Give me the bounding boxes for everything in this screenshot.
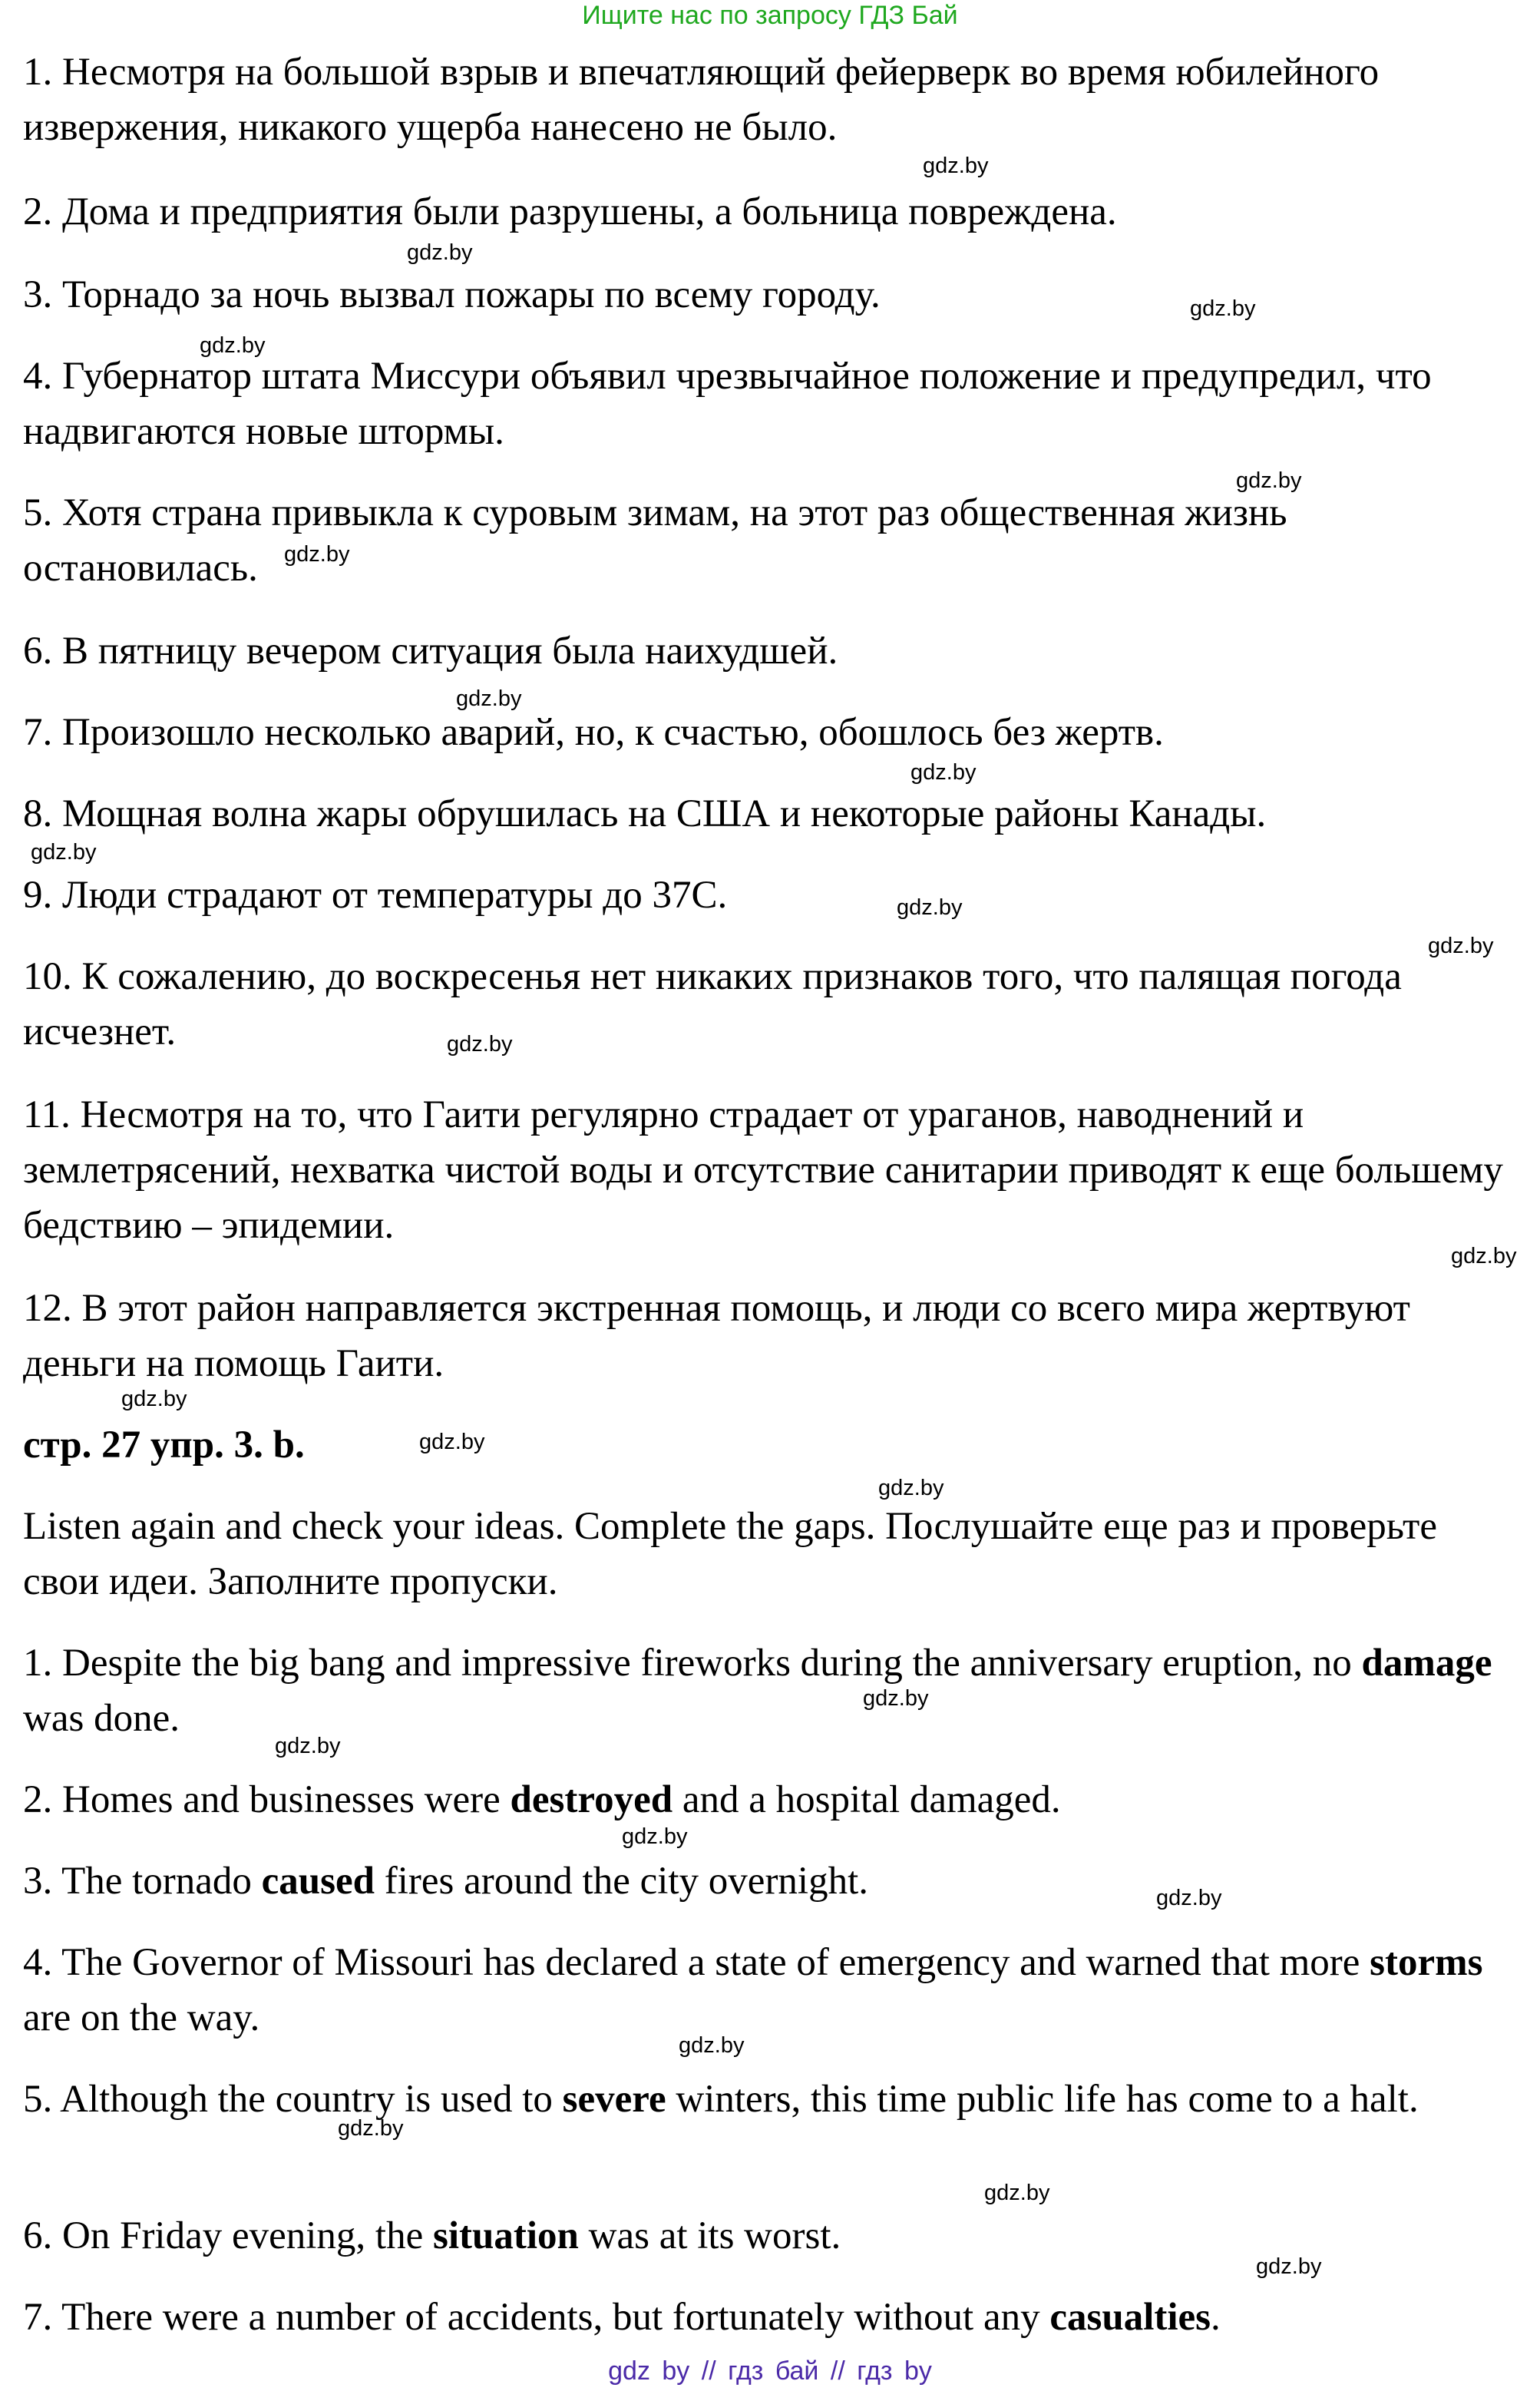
watermark: gdz.by bbox=[1190, 296, 1256, 321]
answer-word: destroyed bbox=[510, 1778, 673, 1821]
answer-word: storms bbox=[1370, 1941, 1483, 1984]
watermark: gdz.by bbox=[1451, 1244, 1517, 1268]
en-item-text: winters, this time public life has come to a halt. bbox=[666, 2078, 1419, 2121]
answer-word: damage bbox=[1361, 1642, 1492, 1685]
watermark: gdz.by bbox=[622, 1824, 688, 1849]
ru-item-6: 6. В пятницу вечером ситуация была наихудшей. bbox=[23, 630, 838, 673]
watermark: gdz.by bbox=[1236, 468, 1302, 493]
watermark: gdz.by bbox=[275, 1734, 341, 1758]
exercise-instruction: Listen again and check your ideas. Complete the gaps. Послушайте еще раз и проверьте свои идеи. Заполните пропуски. bbox=[23, 1505, 1437, 1603]
en-item-5 bbox=[23, 2072, 1520, 2127]
footer-links[interactable]: gdz by // гдз бай // гдз by bbox=[608, 2356, 932, 2386]
watermark: gdz.by bbox=[1256, 2254, 1322, 2279]
site-banner[interactable]: Ищите нас по запросу ГДЗ Бай bbox=[582, 1, 958, 30]
watermark: gdz.by bbox=[1428, 934, 1494, 958]
ru-item-12: 12. В этот район направляется экстренная помощь, и люди со всего мира жертвуют деньги на помощь Гаити. bbox=[23, 1287, 1410, 1385]
watermark: gdz.by bbox=[338, 2116, 404, 2141]
ru-item-5: 5. Хотя страна привыкла к суровым зимам, на этот раз общественная жизнь остановилась. bbox=[23, 491, 1287, 590]
watermark: gdz.by bbox=[679, 2033, 745, 2058]
en-item-text: . bbox=[1211, 2296, 1221, 2339]
watermark: gdz.by bbox=[910, 760, 977, 785]
ru-item-10: 10. К сожалению, до воскресенья нет никаких признаков того, что палящая погода исчезнет. bbox=[23, 955, 1402, 1053]
watermark: gdz.by bbox=[407, 240, 473, 265]
en-item-text: was done. bbox=[23, 1697, 180, 1740]
ru-item-3: 3. Торнадо за ночь вызвал пожары по всему городу. bbox=[23, 273, 881, 316]
watermark: gdz.by bbox=[419, 1430, 485, 1454]
answer-word: casualties bbox=[1049, 2296, 1211, 2339]
watermark: gdz.by bbox=[1156, 1886, 1222, 1910]
en-item-text: was at its worst. bbox=[578, 2214, 841, 2257]
en-item-text: 3. The tornado bbox=[23, 1860, 262, 1903]
en-item-text: are on the way. bbox=[23, 1996, 260, 2039]
ru-item-11: 11. Несмотря на то, что Гаити регулярно страдает от ураганов, наводнений и землетрясений, нехватка чистой воды и отсутствие санитарии приводят к еще большему бедствию – эпидемии. bbox=[23, 1093, 1503, 1247]
ru-item-2: 2. Дома и предприятия были разрушены, а больница повреждена. bbox=[23, 190, 1117, 233]
en-item-text: 1. Despite the big bang and impressive fireworks during the anniversary eruption, no bbox=[23, 1642, 1362, 1685]
watermark: gdz.by bbox=[200, 333, 266, 358]
ru-item-9: 9. Люди страдают от температуры до 37С. bbox=[23, 874, 728, 917]
watermark: gdz.by bbox=[284, 542, 350, 567]
answer-word: severe bbox=[562, 2078, 666, 2121]
ru-item-7: 7. Произошло несколько аварий, но, к счастью, обошлось без жертв. bbox=[23, 711, 1164, 754]
watermark: gdz.by bbox=[121, 1387, 187, 1411]
answer-word: caused bbox=[261, 1860, 375, 1903]
watermark: gdz.by bbox=[31, 840, 97, 865]
en-item-text: 5. Although the country is used to bbox=[23, 2078, 563, 2121]
en-item-2 bbox=[23, 1772, 1520, 1827]
en-item-4 bbox=[23, 1935, 1520, 2045]
ru-item-8: 8. Мощная волна жары обрушилась на США и некоторые районы Канады. bbox=[23, 792, 1267, 835]
en-item-text: 2. Homes and businesses were bbox=[23, 1778, 511, 1821]
en-item-text: fires around the city overnight. bbox=[375, 1860, 869, 1903]
en-item-text: 6. On Friday evening, the bbox=[23, 2214, 433, 2257]
watermark: gdz.by bbox=[878, 1476, 944, 1500]
ru-item-1: 1. Несмотря на большой взрыв и впечатляющий фейерверк во время юбилейного извержения, никакого ущерба нанесено не было. bbox=[23, 51, 1380, 149]
en-item-3 bbox=[23, 1854, 1520, 1909]
ru-item-4: 4. Губернатор штата Миссури объявил чрезвычайное положение и предупредил, что надвигаются новые штормы. bbox=[23, 355, 1432, 453]
en-item-1 bbox=[23, 1635, 1520, 1746]
watermark: gdz.by bbox=[897, 895, 963, 920]
section-heading: стр. 27 упр. 3. b. bbox=[23, 1424, 305, 1467]
en-item-text: and a hospital damaged. bbox=[673, 1778, 1061, 1821]
en-item-text: 4. The Governor of Missouri has declared a state of emergency and warned that more bbox=[23, 1941, 1370, 1984]
watermark: gdz.by bbox=[863, 1686, 929, 1711]
answer-word: situation bbox=[432, 2214, 579, 2257]
en-item-7 bbox=[23, 2290, 1520, 2345]
watermark: gdz.by bbox=[447, 1032, 513, 1057]
watermark: gdz.by bbox=[984, 2181, 1050, 2205]
watermark: gdz.by bbox=[923, 154, 989, 178]
watermark: gdz.by bbox=[456, 686, 522, 711]
en-item-text: 7. There were a number of accidents, but fortunately without any bbox=[23, 2296, 1050, 2339]
